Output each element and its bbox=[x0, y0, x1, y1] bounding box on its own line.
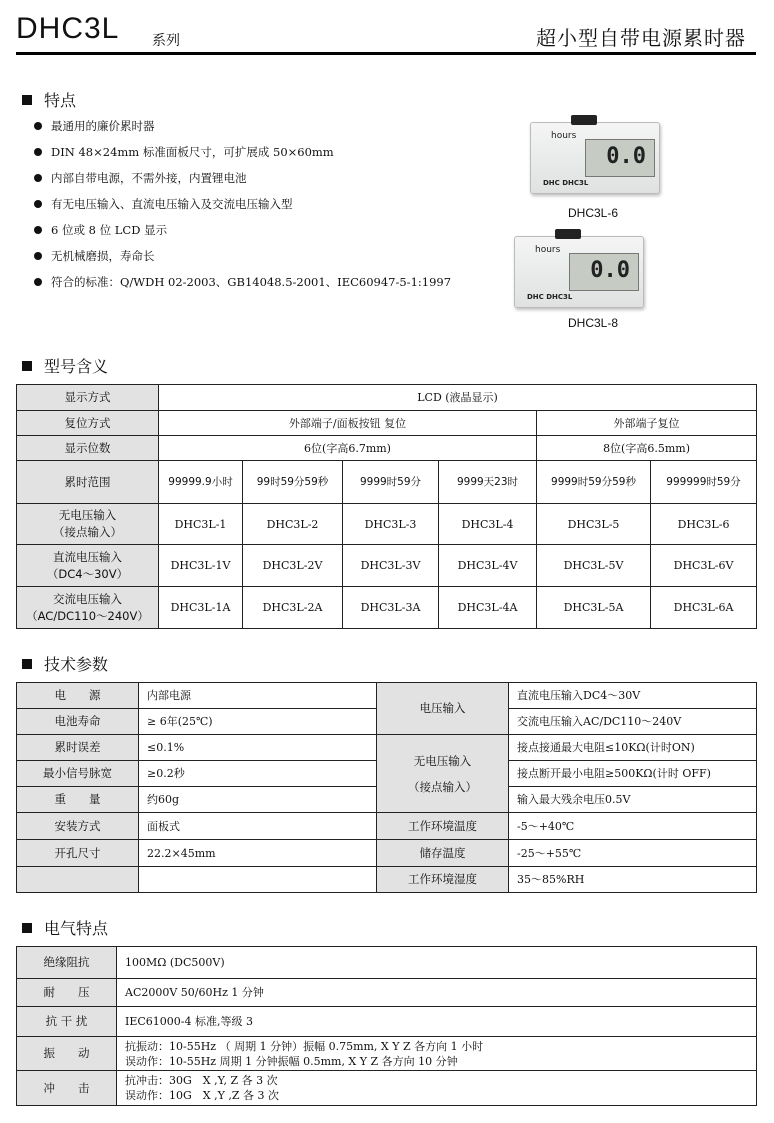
section-electrical: 电气特点 bbox=[22, 916, 108, 939]
table-row bbox=[17, 1071, 757, 1106]
product-caption-6: DHC3L-6 bbox=[568, 206, 619, 220]
row-label: 绝缘阻抗 bbox=[17, 947, 117, 979]
model-table bbox=[16, 384, 757, 629]
table-cell: DHC3L-1V bbox=[159, 545, 243, 587]
table-row bbox=[17, 461, 757, 504]
row-label: 累时范围 bbox=[17, 461, 159, 504]
table-row bbox=[17, 1037, 757, 1071]
table-cell: 100MΩ (DC500V) bbox=[117, 947, 757, 979]
table-cell: 35～85%RH bbox=[509, 867, 757, 893]
product-title: 超小型自带电源累时器 bbox=[536, 26, 746, 50]
table-cell: 9999时59分59秒 bbox=[537, 461, 651, 504]
row-label: 复位方式 bbox=[17, 411, 159, 436]
feature-item: 无机械磨损，寿命长 bbox=[34, 246, 451, 272]
table-row bbox=[17, 436, 757, 461]
table-cell: 6位(字高6.7mm) bbox=[159, 436, 537, 461]
row-label: 冲 击 bbox=[17, 1071, 117, 1106]
row-label: 交流电压输入 （AC/DC110～240V） bbox=[17, 587, 159, 629]
feature-item: 最通用的廉价累时器 bbox=[34, 116, 451, 142]
table-cell: DHC3L-3 bbox=[343, 504, 439, 545]
row-label bbox=[17, 867, 139, 893]
table-cell: -5～+40℃ bbox=[509, 813, 757, 840]
row-label: 抗 干 扰 bbox=[17, 1007, 117, 1037]
table-cell: DHC3L-6 bbox=[651, 504, 757, 545]
row-label: 无电压输入 （接点输入） bbox=[17, 504, 159, 545]
table-row bbox=[17, 840, 757, 867]
feature-item: 有无电压输入、直流电压输入及交流电压输入型 bbox=[34, 194, 451, 220]
model-title: DHC3L bbox=[16, 12, 120, 45]
table-cell: 8位(字高6.5mm) bbox=[537, 436, 757, 461]
table-cell: LCD (液晶显示) bbox=[159, 385, 757, 411]
table-cell: 9999天23时 bbox=[439, 461, 537, 504]
row-label: 电池寿命 bbox=[17, 709, 139, 735]
table-cell: 交流电压输入AC/DC110～240V bbox=[509, 709, 757, 735]
table-cell: 外部端子复位 bbox=[537, 411, 757, 436]
table-cell: ≥ 6年(25℃) bbox=[139, 709, 377, 735]
tech-table bbox=[16, 682, 757, 893]
table-cell: DHC3L-2V bbox=[243, 545, 343, 587]
table-row bbox=[17, 545, 757, 587]
table-cell: 9999时59分 bbox=[343, 461, 439, 504]
table-cell: 抗冲击：30G X ,Y, Z 各 3 次 误动作：10G X ,Y ,Z 各 3 次 bbox=[117, 1071, 757, 1106]
table-cell: DHC3L-6A bbox=[651, 587, 757, 629]
row-label: 电 源 bbox=[17, 683, 139, 709]
table-cell: 外部端子/面板按钮 复位 bbox=[159, 411, 537, 436]
table-cell: DHC3L-2A bbox=[243, 587, 343, 629]
row-label: 直流电压输入 （DC4～30V） bbox=[17, 545, 159, 587]
table-cell: 接点断开最小电阻≥500KΩ(计时 OFF) bbox=[509, 761, 757, 787]
section-model-meaning: 型号含义 bbox=[22, 354, 108, 377]
bullet-icon bbox=[34, 122, 42, 130]
section-features: 特点 bbox=[22, 88, 76, 111]
square-bullet-icon bbox=[22, 95, 32, 105]
row-label: 安装方式 bbox=[17, 813, 139, 840]
bullet-icon bbox=[34, 174, 42, 182]
feature-list bbox=[34, 116, 451, 298]
table-row bbox=[17, 947, 757, 979]
table-cell: DHC3L-5 bbox=[537, 504, 651, 545]
table-row bbox=[17, 979, 757, 1007]
product-image-dhc3l-6: hours 0.0 DHC DHC3L bbox=[530, 122, 660, 194]
table-row bbox=[17, 587, 757, 629]
product-image-dhc3l-8: hours 0.0 DHC DHC3L bbox=[514, 236, 644, 308]
table-cell: DHC3L-3V bbox=[343, 545, 439, 587]
table-cell: AC2000V 50/60Hz 1 分钟 bbox=[117, 979, 757, 1007]
table-cell: ≥0.2秒 bbox=[139, 761, 377, 787]
feature-item: DIN 48×24mm 标准面板尺寸，可扩展成 50×60mm bbox=[34, 142, 451, 168]
table-row bbox=[17, 867, 757, 893]
table-row bbox=[17, 735, 757, 761]
table-cell: 22.2×45mm bbox=[139, 840, 377, 867]
bullet-icon bbox=[34, 252, 42, 260]
header-rule bbox=[16, 52, 756, 55]
table-cell: DHC3L-5V bbox=[537, 545, 651, 587]
table-cell: 内部电源 bbox=[139, 683, 377, 709]
row-label: 无电压输入 （接点输入） bbox=[377, 735, 509, 813]
table-cell: DHC3L-2 bbox=[243, 504, 343, 545]
row-label: 储存温度 bbox=[377, 840, 509, 867]
series-label: 系列 bbox=[152, 33, 180, 49]
product-caption-8: DHC3L-8 bbox=[568, 316, 619, 330]
feature-item: 内部自带电源，不需外接，内置锂电池 bbox=[34, 168, 451, 194]
table-cell: DHC3L-1A bbox=[159, 587, 243, 629]
table-cell: DHC3L-4A bbox=[439, 587, 537, 629]
table-row bbox=[17, 411, 757, 436]
bullet-icon bbox=[34, 278, 42, 286]
table-cell: ≤0.1% bbox=[139, 735, 377, 761]
row-label: 重 量 bbox=[17, 787, 139, 813]
table-row bbox=[17, 385, 757, 411]
row-label: 工作环境温度 bbox=[377, 813, 509, 840]
row-label: 最小信号脉宽 bbox=[17, 761, 139, 787]
row-label: 耐 压 bbox=[17, 979, 117, 1007]
table-cell: DHC3L-1 bbox=[159, 504, 243, 545]
table-cell: 输入最大残余电压0.5V bbox=[509, 787, 757, 813]
row-label: 显示方式 bbox=[17, 385, 159, 411]
table-row bbox=[17, 813, 757, 840]
table-row bbox=[17, 504, 757, 545]
table-cell: DHC3L-4 bbox=[439, 504, 537, 545]
table-cell: DHC3L-3A bbox=[343, 587, 439, 629]
table-cell: 约60g bbox=[139, 787, 377, 813]
table-cell: -25～+55℃ bbox=[509, 840, 757, 867]
row-label: 显示位数 bbox=[17, 436, 159, 461]
table-row bbox=[17, 1007, 757, 1037]
electrical-table bbox=[16, 946, 757, 1106]
table-cell: IEC61000-4 标准,等级 3 bbox=[117, 1007, 757, 1037]
row-label: 振 动 bbox=[17, 1037, 117, 1071]
table-cell: 999999时59分 bbox=[651, 461, 757, 504]
table-cell: DHC3L-5A bbox=[537, 587, 651, 629]
table-cell: 抗振动：10-55Hz （ 周期 1 分钟）振幅 0.75mm, X Y Z 各方向 1 小时 误动作：10-55Hz 周期 1 分钟振幅 0.5mm, X Y Z 各方向 10 分钟 bbox=[117, 1037, 757, 1071]
bullet-icon bbox=[34, 200, 42, 208]
row-label: 累时误差 bbox=[17, 735, 139, 761]
row-label: 工作环境湿度 bbox=[377, 867, 509, 893]
table-cell bbox=[139, 867, 377, 893]
table-cell: 直流电压输入DC4～30V bbox=[509, 683, 757, 709]
bullet-icon bbox=[34, 226, 42, 234]
square-bullet-icon bbox=[22, 659, 32, 669]
bullet-icon bbox=[34, 148, 42, 156]
feature-item: 6 位或 8 位 LCD 显示 bbox=[34, 220, 451, 246]
square-bullet-icon bbox=[22, 923, 32, 933]
square-bullet-icon bbox=[22, 361, 32, 371]
row-label: 电压输入 bbox=[377, 683, 509, 735]
section-tech: 技术参数 bbox=[22, 652, 108, 675]
table-cell: DHC3L-6V bbox=[651, 545, 757, 587]
table-cell: 99999.9小时 bbox=[159, 461, 243, 504]
row-label: 开孔尺寸 bbox=[17, 840, 139, 867]
feature-item: 符合的标准：Q/WDH 02-2003、GB14048.5-2001、IEC60947-5-1:1997 bbox=[34, 272, 451, 298]
table-cell: 接点接通最大电阻≤10KΩ(计时ON) bbox=[509, 735, 757, 761]
table-cell: 面板式 bbox=[139, 813, 377, 840]
table-row bbox=[17, 683, 757, 709]
table-cell: DHC3L-4V bbox=[439, 545, 537, 587]
table-cell: 99时59分59秒 bbox=[243, 461, 343, 504]
